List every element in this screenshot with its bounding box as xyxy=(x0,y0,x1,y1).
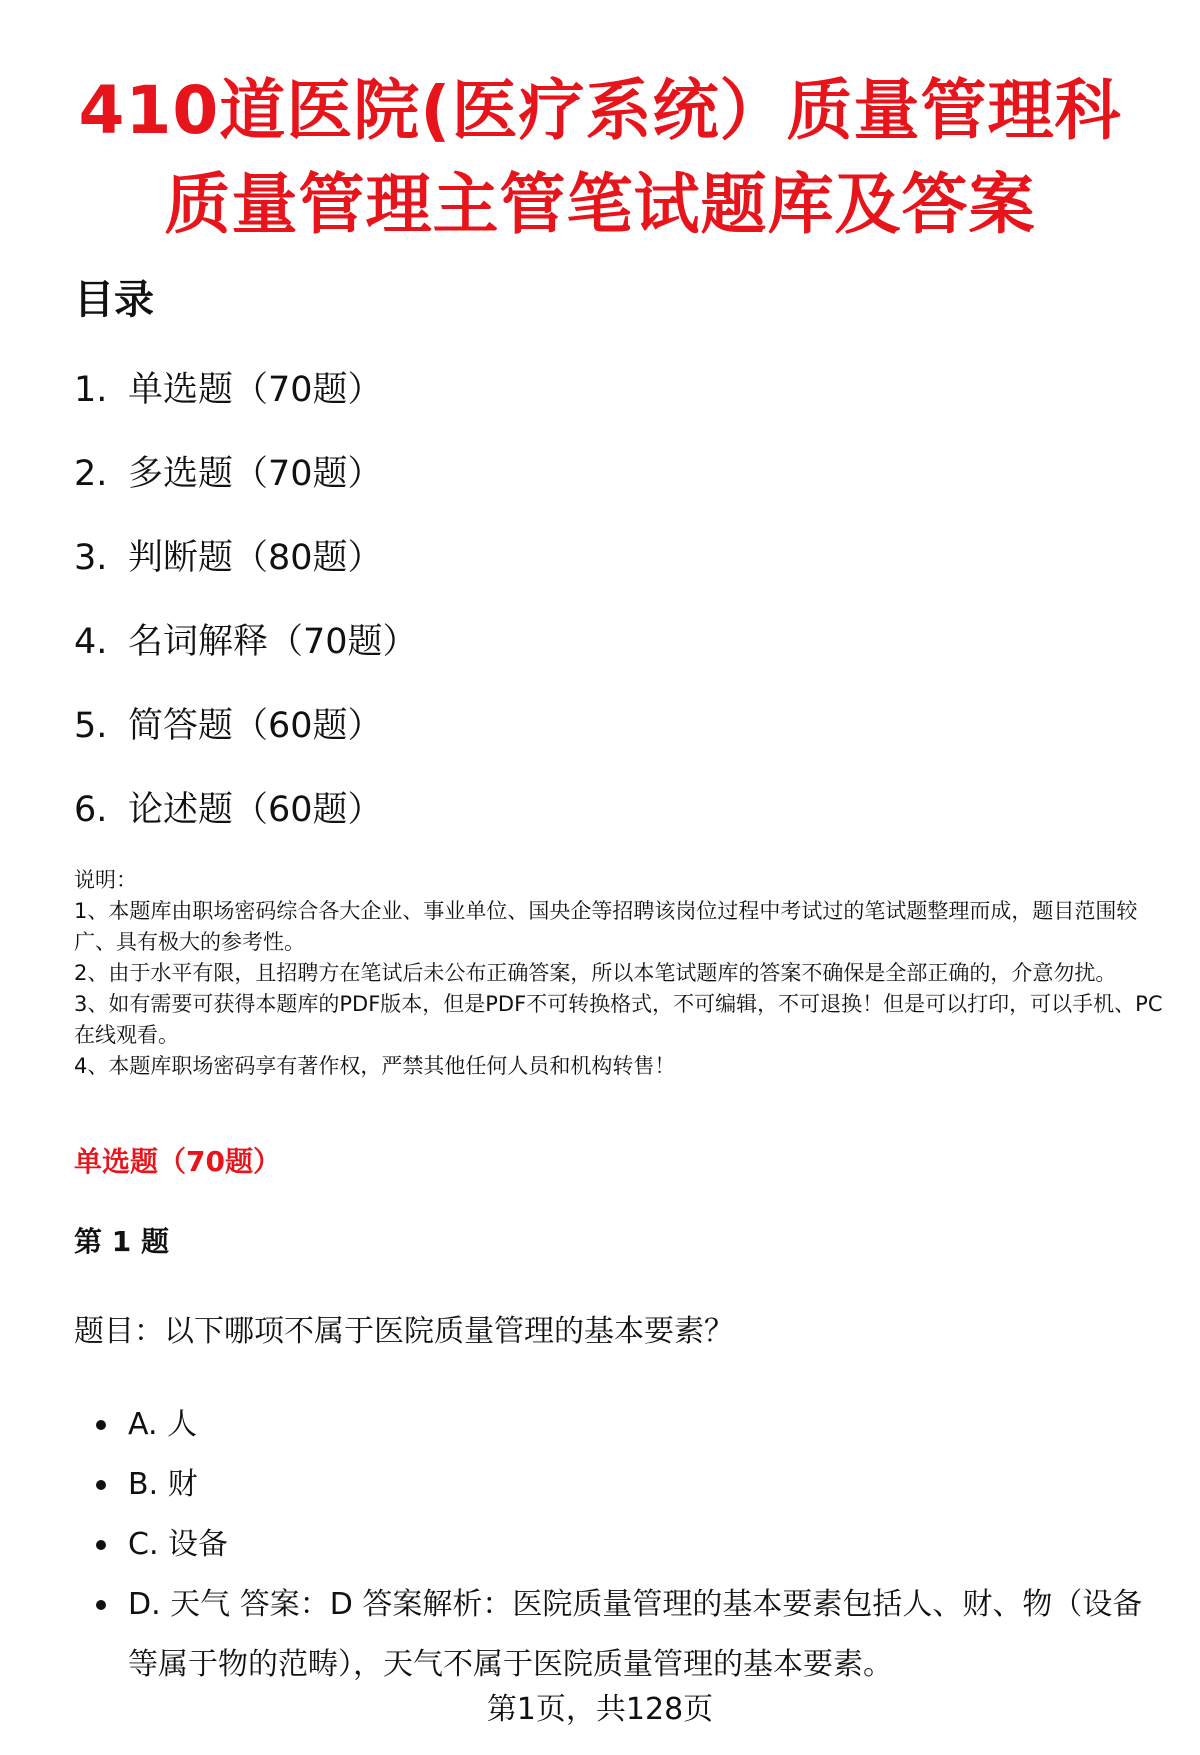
toc-item-short-answer xyxy=(74,696,418,780)
page-footer: 第1页，共128页 xyxy=(486,1692,714,1727)
option-b xyxy=(96,1455,1146,1515)
toc-item-number: 6. xyxy=(74,790,108,830)
toc-item-label: 多选题（70题） xyxy=(128,454,383,494)
notes-heading: 说明： xyxy=(74,868,137,892)
toc-item-label: 单选题（70题） xyxy=(128,370,383,410)
section-heading: 单选题（70题） xyxy=(74,1145,281,1178)
document-title-line-2: 质量管理主管笔试题库及答案 xyxy=(164,166,1036,243)
toc-item-number: 4. xyxy=(74,622,108,662)
answer-options xyxy=(96,1395,1146,1695)
toc-item-label: 名词解释（70题） xyxy=(128,622,418,662)
toc-item-number: 5. xyxy=(74,706,108,746)
option-text: A. 人 xyxy=(128,1407,198,1442)
option-text: B. 财 xyxy=(128,1467,198,1502)
toc-item-label: 判断题（80题） xyxy=(128,538,383,578)
toc-item-label: 论述题（60题） xyxy=(128,790,383,830)
question-stem: 题目：以下哪项不属于医院质量管理的基本要素？ xyxy=(74,1314,734,1349)
toc-list xyxy=(74,360,418,864)
option-text: C. 设备 xyxy=(128,1527,229,1562)
toc-item-label: 简答题（60题） xyxy=(128,706,383,746)
toc-item-number: 3. xyxy=(74,538,108,578)
toc-item-essay xyxy=(74,780,418,864)
note-item: 2、由于水平有限，且招聘方在笔试后未公布正确答案，所以本笔试题库的答案不确保是全部正确的，介意勿扰。 xyxy=(74,961,1117,985)
note-item: 4、本题库职场密码享有著作权，严禁其他任何人员和机构转售！ xyxy=(74,1054,676,1078)
note-item: 3、如有需要可获得本题库的PDF版本，但是PDF不可转换格式，不可编辑，不可退换！但是可以打印，可以手机、PC在线观看。 xyxy=(74,992,1163,1047)
option-c xyxy=(96,1515,1146,1575)
toc-item-term-definition xyxy=(74,612,418,696)
toc-item-number: 2. xyxy=(74,454,108,494)
question-number: 第 1 题 xyxy=(74,1225,169,1258)
toc-heading: 目录 xyxy=(74,277,154,323)
toc-item-single-choice xyxy=(74,360,418,444)
bullet-icon xyxy=(96,1540,106,1550)
notes-block xyxy=(74,865,1164,1082)
bullet-icon xyxy=(96,1420,106,1430)
option-d xyxy=(96,1575,1146,1695)
toc-item-number: 1. xyxy=(74,370,108,410)
note-item: 1、本题库由职场密码综合各大企业、事业单位、国央企等招聘该岗位过程中考试过的笔试题整理而成，题目范围较广、具有极大的参考性。 xyxy=(74,899,1138,954)
option-text: D. 天气 答案：D 答案解析：医院质量管理的基本要素包括人、财、物（设备等属于物的范畴），天气不属于医院质量管理的基本要素。 xyxy=(128,1587,1143,1682)
toc-item-true-false xyxy=(74,528,418,612)
toc-item-multiple-choice xyxy=(74,444,418,528)
option-a xyxy=(96,1395,1146,1455)
bullet-icon xyxy=(96,1600,106,1610)
document-title-line-1: 410道医院(医疗系统）质量管理科 xyxy=(78,72,1122,149)
bullet-icon xyxy=(96,1480,106,1490)
